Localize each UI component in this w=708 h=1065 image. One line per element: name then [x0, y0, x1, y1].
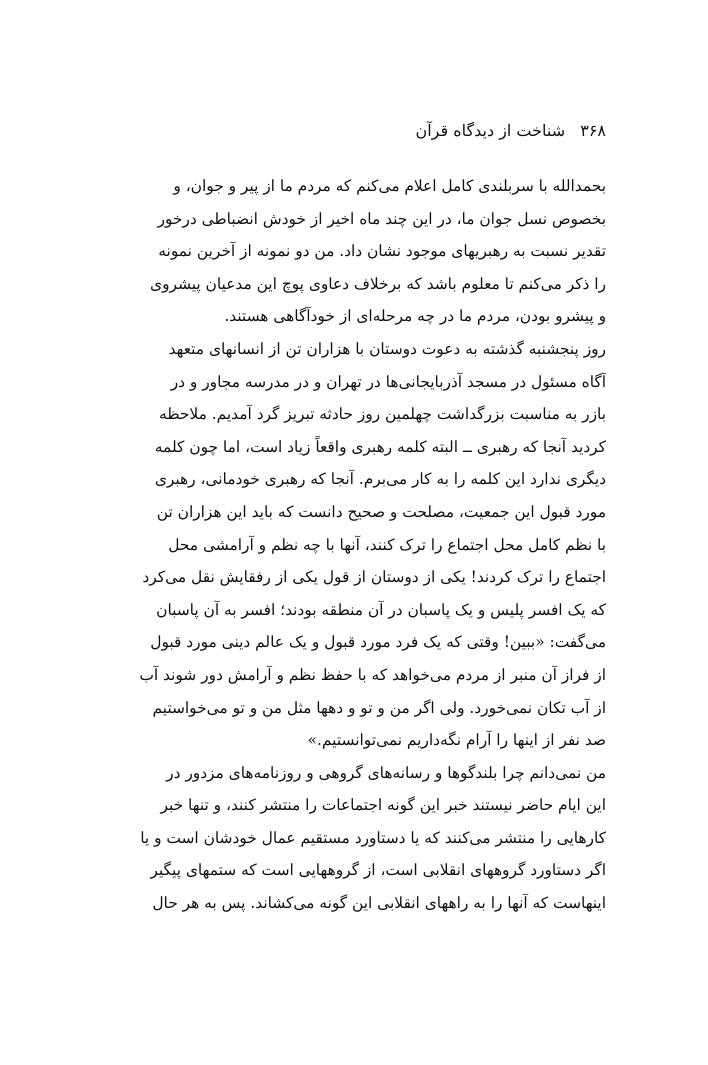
book-title: شناخت از دیدگاه قرآن — [415, 121, 566, 140]
text-line: که یک افسر پلیس و یک پاسبان در آن منطقه بودند؛ افسر به آن پاسبان — [156, 600, 606, 619]
text-line: از آب تکان نمی‌خورد. ولی اگر من و تو و دهها مثل من و تو می‌خواستیم — [152, 698, 606, 717]
text-line: بازر به مناسبت بزرگداشت چهلمین روز حادثه تبریز گرد آمدیم. ملاحظه — [159, 405, 606, 424]
text-line: می‌گفت: «ببین! وقتی که یک فرد مورد قبول و یک عالم دینی مورد قبول — [150, 633, 606, 652]
text-line: را ذکر می‌کنم تا معلوم باشد که برخلاف دعاوی پوچ این مدعیان پیشروی — [150, 274, 606, 293]
text-line: صد نفر از اینها را آرام نگه‌داریم نمی‌توانستیم.» — [307, 731, 606, 750]
text-line: روز پنجشنبه گذشته به دعوت دوستان با هزاران تن از انسانهای متعهد — [168, 339, 606, 358]
text-line: این ایام حاضر نیستند خبر این گونه اجتماعات را منتشر کنند، و تنها خبر — [160, 796, 606, 815]
text-line: بخصوص نسل جوان ما، در این چند ماه اخیر از خودش انضباطی درخور — [157, 209, 606, 228]
text-line: کارهایی را منتشر می‌کنند که یا دستاورد مستقیم عمال خودشان است و یا — [140, 828, 606, 847]
text-line: با نظم کامل محل اجتماع را ترک کنند، آنها با چه نظم و آرامشی محل — [168, 535, 606, 554]
page-number: ۳۶۸ — [580, 121, 606, 140]
text-line: بحمدالله با سربلندی کامل اعلام می‌کنم که مردم ما از پیر و جوان، و — [173, 177, 606, 195]
text-line: تقدیر نسبت به رهبریهای موجود نشان داد. من دو نمونه از آخرین نمونه — [158, 242, 606, 261]
text-line: من نمی‌دانم چرا بلندگوها و رسانه‌های گروهی و روزنامه‌های مزدور در — [166, 763, 606, 782]
text-line: اگر دستاورد گروههای انقلابی است، از گروههایی است که ستمهای پیگیر — [150, 861, 606, 880]
body-text — [110, 170, 606, 920]
text-line: اجتماع را ترک کردند! یکی از دوستان از قول یکی از رفقایش نقل می‌کرد — [142, 568, 606, 587]
running-header — [110, 118, 606, 144]
text-line: از فراز آن منبر از مردم می‌خواهد که با حفظ نظم و آرامش دور شوند آب — [139, 665, 606, 684]
text-line: اینهاست که آنها را به راههای انقلابی این گونه می‌کشاند. پس به هر حال — [152, 894, 606, 913]
text-line: و پیشرو بودن، مردم ما در چه مرحله‌ای از خودآگاهی هستند. — [224, 307, 606, 326]
text-line: آگاه مسئول در مسجد آذربایجانی‌ها در تهران و در مدرسه مجاور و در — [170, 372, 606, 391]
text-line: دیگری ندارد این کلمه را به کار می‌برم. آنجا که رهبری خودمانی، رهبری — [154, 470, 606, 489]
text-line: کردید آنجا که رهبری ــ البته کلمه رهبری واقعاً زیاد است، اما چون کلمه — [154, 437, 606, 456]
text-line: مورد قبول این جمعیت، مصلحت و صحیح دانست که باید این هزاران تن — [156, 502, 606, 521]
